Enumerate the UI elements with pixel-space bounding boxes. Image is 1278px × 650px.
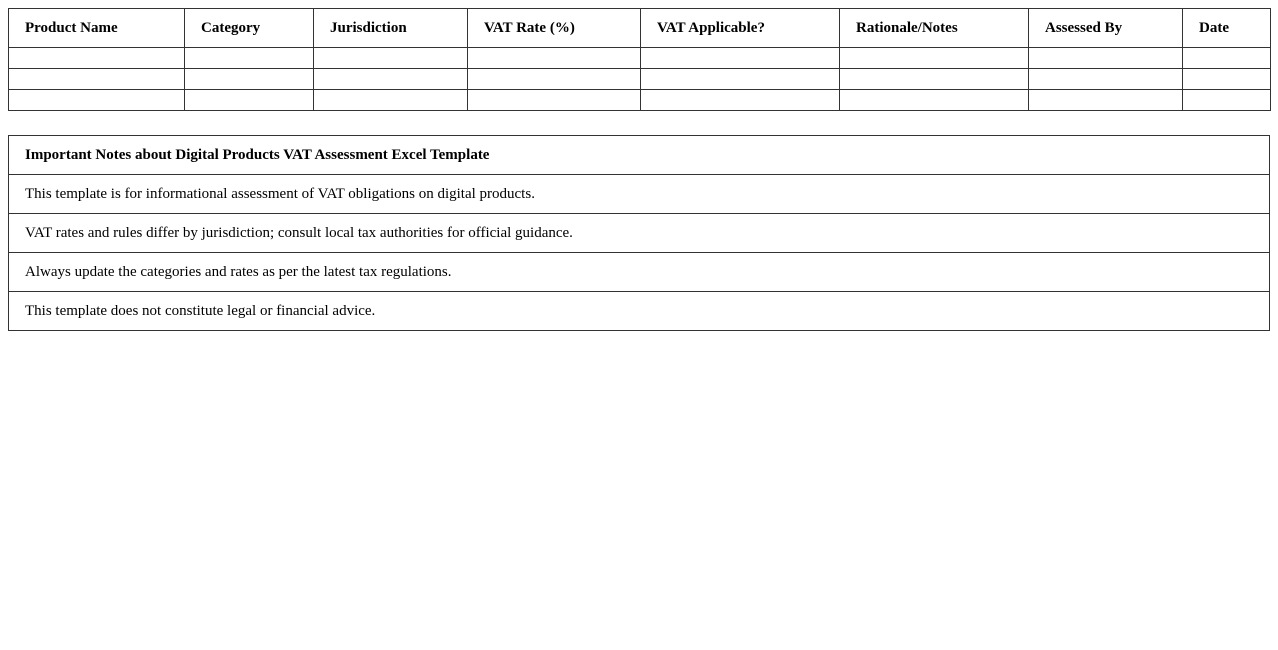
header-jurisdiction: Jurisdiction [314, 9, 468, 48]
cell-assessed-by[interactable] [1029, 69, 1183, 90]
cell-vat-applicable[interactable] [641, 69, 840, 90]
cell-product-name[interactable] [9, 48, 185, 69]
header-date: Date [1183, 9, 1271, 48]
cell-assessed-by[interactable] [1029, 90, 1183, 111]
note-row [9, 292, 1270, 331]
cell-assessed-by[interactable] [1029, 48, 1183, 69]
cell-vat-rate[interactable] [468, 90, 641, 111]
cell-vat-applicable[interactable] [641, 48, 840, 69]
cell-product-name[interactable] [9, 69, 185, 90]
header-vat-applicable: VAT Applicable? [641, 9, 840, 48]
table-row [9, 48, 1271, 69]
cell-rationale-notes[interactable] [840, 69, 1029, 90]
cell-rationale-notes[interactable] [840, 48, 1029, 69]
notes-header-row [9, 136, 1270, 175]
cell-vat-applicable[interactable] [641, 90, 840, 111]
cell-product-name[interactable] [9, 90, 185, 111]
header-row [9, 9, 1271, 48]
table-row [9, 90, 1271, 111]
cell-jurisdiction[interactable] [314, 90, 468, 111]
header-vat-rate: VAT Rate (%) [468, 9, 641, 48]
cell-category[interactable] [185, 69, 314, 90]
table-row [9, 69, 1271, 90]
vat-assessment-table [8, 8, 1271, 111]
cell-date[interactable] [1183, 48, 1271, 69]
cell-category[interactable] [185, 48, 314, 69]
note-item: VAT rates and rules differ by jurisdiction; consult local tax authorities for official guidance. [9, 214, 1270, 253]
header-assessed-by: Assessed By [1029, 9, 1183, 48]
header-category: Category [185, 9, 314, 48]
notes-title: Important Notes about Digital Products VAT Assessment Excel Template [9, 136, 1270, 175]
note-item: This template is for informational assessment of VAT obligations on digital products. [9, 175, 1270, 214]
cell-vat-rate[interactable] [468, 69, 641, 90]
note-row [9, 175, 1270, 214]
cell-date[interactable] [1183, 69, 1271, 90]
note-row [9, 214, 1270, 253]
cell-date[interactable] [1183, 90, 1271, 111]
note-item: This template does not constitute legal or financial advice. [9, 292, 1270, 331]
cell-jurisdiction[interactable] [314, 48, 468, 69]
header-rationale-notes: Rationale/Notes [840, 9, 1029, 48]
cell-jurisdiction[interactable] [314, 69, 468, 90]
cell-vat-rate[interactable] [468, 48, 641, 69]
cell-category[interactable] [185, 90, 314, 111]
cell-rationale-notes[interactable] [840, 90, 1029, 111]
note-row [9, 253, 1270, 292]
note-item: Always update the categories and rates as per the latest tax regulations. [9, 253, 1270, 292]
important-notes-table [8, 135, 1270, 331]
header-product-name: Product Name [9, 9, 185, 48]
